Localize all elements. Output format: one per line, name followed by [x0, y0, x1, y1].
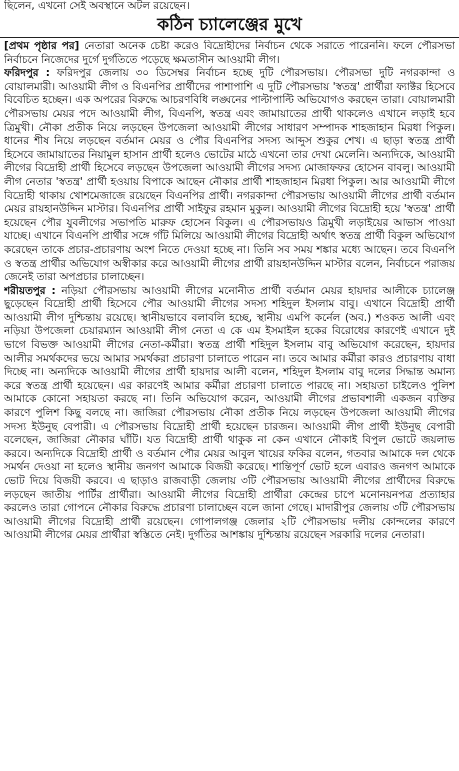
paragraph-dateline: ফরিদপুর :	[4, 67, 50, 80]
article-paragraph	[4, 285, 455, 543]
paragraph-dateline: [প্রথম পৃষ্ঠার পর]	[4, 40, 80, 52]
article-paragraph	[4, 67, 455, 285]
continued-text-line: ছিলেন, এখনো সেই অবস্থানে অটল রয়েছেন।	[4, 0, 190, 12]
paragraph-text: নড়িয়া পৌরসভায় আওয়ামী লীগের মনোনীত প্রার্থী বর্তমান মেয়র হায়দার আলীকে চ্যালেঞ্জ ছুড়েছেন বিদ্রোহী প্রার্থী হিসেবে পৌর আওয়ামী লীগের সদস্য শহিদুল ইসলাম বাবু। এখানে বিদ্রোহী প্রার্থী আওয়ামী লীগ দুশ্চিন্তায় রয়েছে। স্থানীয়ভাবে বলাবলি হচ্ছে, স্থানীয় এমপি কর্নেল (অব.) শওকত আলী এবং নড়িয়া উপজেলা চেয়ারম্যান আওয়ামী লীগ নেতা এ কে এম ইসমাইল হকের বিরোধের কারণেই এখানে দুই ভাগে বিভক্ত আওয়ামী লীগের নেতা-কর্মীরা। স্বতন্ত্র প্রার্থী শহিদুল ইসলাম বাবু অভিযোগ করেছেন, হায়দার আলীর সমর্থকদের ভয়ে আমার সমর্থকরা প্রচারণা চালাতে পারেন না। তবে আমার কর্মীরা কারও প্রচারণায় বাধা দিচ্ছে না। অন্যদিকে আওয়ামী লীগের প্রার্থী হায়দার আলী বলেন, শহিদুল ইসলাম বাবু দলের সিদ্ধান্ত অমান্য করে স্বতন্ত্র প্রার্থী হয়েছেন। এর কারণেই আমার কর্মীরা প্রচারণা চালাতে পারছে না। সহায়তা চাইলেও পুলিশ আমাকে কোনো সহায়তা করছে না। তিনি অভিযোগ করেন, আওয়ামী লীগের প্রভাবশালী একজন ব্যক্তির কারণে পুলিশ কিছু বলছে না। জাজিরা পৌরসভায় নৌকা প্রতীক নিয়ে লড়ছেন উপজেলা আওয়ামী লীগের সদস্য ইউনুছ বেপারী। এ পৌরসভায় বিদ্রোহী প্রার্থী হয়েছেন চারজন। আওয়ামী লীগ প্রার্থী ইউনুছ বেপারী বলেছেন, জাজিরা নৌকার ঘাঁটি। যত বিদ্রোহী প্রার্থী থাকুক না কেন এখানে নৌকাই বিপুল ভোটে জয়লাভ করবে। অন্যদিকে বিদ্রোহী প্রার্থী ও বর্তমান পৌর মেয়র আবুল খায়ের ফকির বলেন, গতবার আমাকে দল থেকে সমর্থন দেওয়া না হলেও স্থানীয় জনগণ আমাকে বিজয়ী করেছে। শান্তিপূর্ণ ভোট হলে এবারও জনগণ আমাকে ভোট দিয়ে বিজয়ী করবে। এ ছাড়াও রাজবাড়ী জেলায় ৩টি পৌরসভায় আওয়ামী লীগের প্রার্থীদের বিরুদ্ধে লড়ছেন জাতীয় পার্টির প্রার্থীরা। আওয়ামী লীগের বিদ্রোহী প্রার্থীরা কেন্দ্রের চাপে মনোনয়নপত্র প্রত্যাহার করলেও তারা গোপনে নৌকার বিরুদ্ধে প্রচারণা চালাচ্ছেন বলে জানা গেছে। মাদারীপুর জেলায় ৩টি পৌরসভায় আওয়ামী লীগের বিদ্রোহী প্রার্থী রয়েছেন। গোপালগঞ্জ জেলার ২টি পৌরসভায় দলীয় কোন্দলের কারণে আওয়ামী লীগের মেয়র প্রার্থীরা স্বস্তিতে নেই। দুর্গতির আশঙ্কায় দুশ্চিন্তায় রয়েছেন সরকারি দলের নেতারা।	[4, 284, 455, 542]
article-paragraph	[4, 40, 455, 67]
paragraph-text: ফরিদপুর জেলায় ৩০ ডিসেম্বর নির্বাচন হচ্ছে দুটি পৌরসভায়। পৌরসভা দুটি নগরকান্দা ও বোয়ালমারী। আওয়ামী লীগ ও বিএনপির প্রার্থীদের পাশাপাশি এ দুটি পৌরসভায় 'স্বতন্ত্র' প্রার্থীরা ফ্যাক্টর হিসেবে বিবেচিত হচ্ছেন। এক অপরের বিরুদ্ধে আচরণবিধি লঙ্ঘনের পাল্টাপাল্টি অভিযোগও করছেন তারা। বোয়ালমারী পৌরসভায় মেয়র পদে আওয়ামী লীগ, বিএনপি, স্বতন্ত্র এবং জামায়াতের প্রার্থী থাকলেও এখানে লড়াই হবে ত্রিমুখী। নৌকা প্রতীক নিয়ে লড়ছেন উপজেলা আওয়ামী লীগের সাধারণ সম্পাদক শাহজাহান মিরধা পিকুল। ধানের শীষ নিয়ে লড়ছেন বর্তমান মেয়র ও পৌর বিএনপির সদস্য আব্দুস শুকুর শেখ। এ ছাড়া স্বতন্ত্র প্রার্থী হিসেবে জামায়াতের নিয়ামুল হাসান প্রার্থী হলেও ভোটের মাঠে এখনো তার দেখা মেলেনি। অন্যদিকে, আওয়ামী লীগের বিদ্রোহী প্রার্থী হিসেবে লড়ছেন উপজেলা আওয়ামী লীগের সদস্য মোজাফফর হোসেন বাবলু। আওয়ামী লীগ নেতার 'স্বতন্ত্র' প্রার্থী হওয়ায় বিপাকে আছেন নৌকার প্রার্থী শাহজাহান মিরধা পিকুল। আর আওয়ামী লীগে বিদ্রোহী থাকায় খোশমেজাজে রয়েছেন বিএনপির প্রার্থী। নগরকান্দা পৌরসভায় আওয়ামী লীগের প্রার্থী বর্তমান মেয়র রায়হানউদ্দিন মাস্টার। বিএনপির প্রার্থী সাইফুর রহমান মুকুল। আওয়ামী লীগের বিদ্রোহী হয়ে 'স্বতন্ত্র' প্রার্থী হয়েছেন পৌর যুবলীগের সভাপতি মারুফ হোসেন বিকুল। এ পৌরসভায়ও ত্রিমুখী লড়াইয়ের আভাস পাওয়া যাচ্ছে। এখানে বিএনপি প্রার্থীর সঙ্গে গাঁট মিলিয়ে আওয়ামী লীগের বিদ্রোহী অর্থাৎ স্বতন্ত্র প্রার্থী বিকুল অভিযোগ করেছেন তাকে প্রচার-প্রচারণায় অংশ নিতে দেওয়া হচ্ছে না। তিনি সব সময় শঙ্কার মধ্যে আছেন। তবে বিএনপি ও স্বতন্ত্র প্রার্থীর অভিযোগ অস্বীকার করে আওয়ামী লীগের প্রার্থী রায়হানউদ্দিন মাস্টার বলেন, নির্বাচনে পরাজয় জেনেই তারা অপপ্রচার চালাচ্ছেন।	[4, 67, 455, 284]
paragraph-text: নেতারা অনেক চেষ্টা করেও বিদ্রোহীদের নির্বাচন থেকে সরাতে পারেননি। ফলে পৌরসভা নির্বাচনে নিজেদের দুর্গে দুর্গতিতে পড়েছে ক্ষমতাসীন আওয়ামী লীগ।	[4, 40, 455, 66]
paragraph-dateline: শরীয়তপুর :	[4, 284, 56, 297]
article-headline: কঠিন চ্যালেঞ্জের মুখে	[157, 15, 302, 35]
article-body	[4, 40, 455, 770]
headline-divider	[0, 37, 459, 38]
